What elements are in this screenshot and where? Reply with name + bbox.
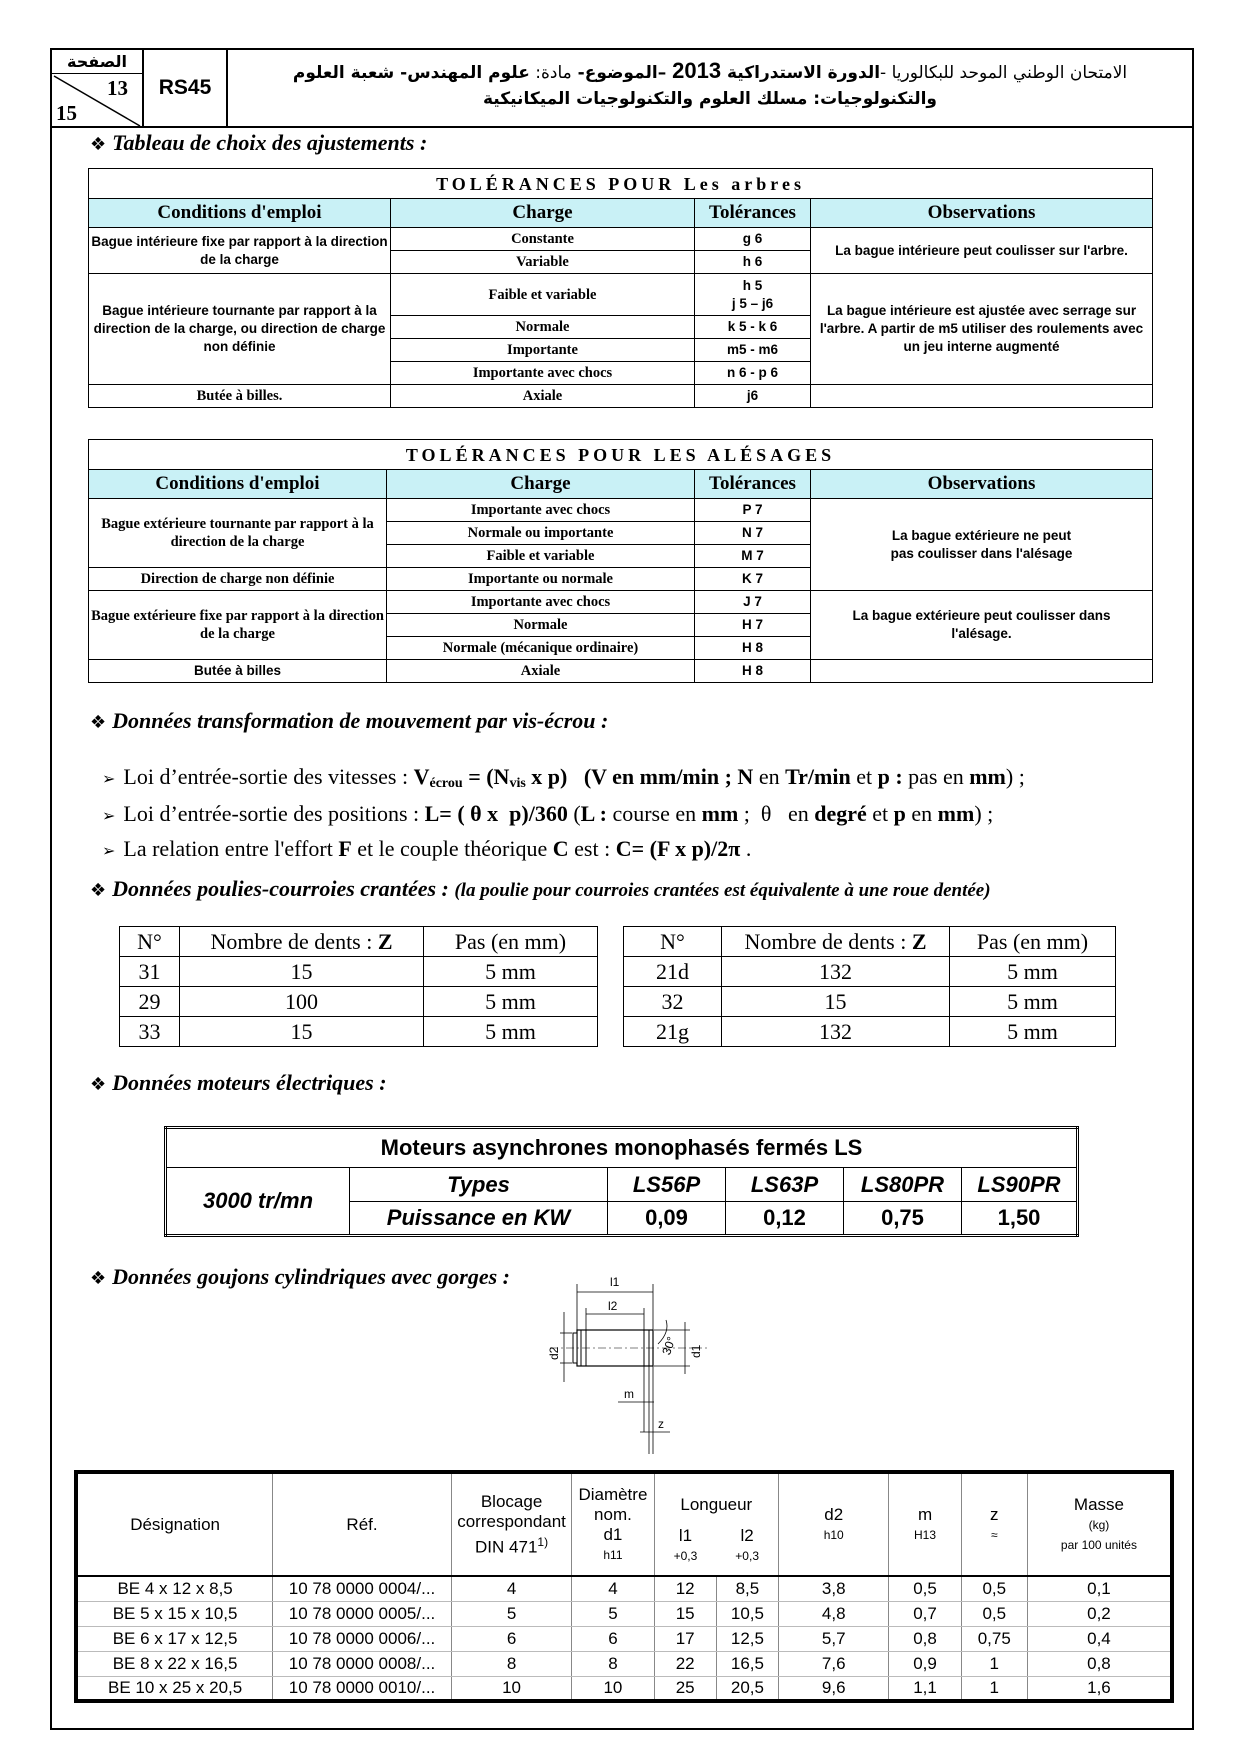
condition-cell: Bague intérieure fixe par rapport à la direction de la charge bbox=[89, 228, 391, 274]
col-header bbox=[779, 1472, 889, 1576]
rule-text: en bbox=[905, 801, 938, 826]
header-text: Nombre de dents : bbox=[744, 928, 912, 954]
cell: 29 bbox=[120, 987, 180, 1017]
cell: 5 mm bbox=[950, 987, 1116, 1017]
observation-cell: La bague intérieure peut coulisser sur l'arbre. bbox=[811, 228, 1153, 274]
condition-cell: Bague intérieure tournante par rapport à la direction de la charge, ou direction de charge non définie bbox=[89, 274, 391, 385]
goujon-drawing bbox=[530, 1272, 730, 1466]
col-header bbox=[889, 1472, 961, 1576]
rule-text: pas en bbox=[908, 764, 970, 789]
cell: 20,5 bbox=[716, 1676, 778, 1701]
col-header: Désignation bbox=[76, 1472, 273, 1576]
rule-subscript: vis bbox=[509, 776, 526, 791]
cell: 32 bbox=[624, 987, 722, 1017]
rule-text: . bbox=[740, 836, 752, 861]
section-moteurs bbox=[90, 1070, 387, 1096]
cell: 16,5 bbox=[716, 1651, 778, 1676]
table-row bbox=[76, 1601, 1172, 1626]
rule-text: La relation entre l'effort bbox=[123, 836, 339, 861]
condition-cell: Butée à billes bbox=[89, 660, 387, 683]
cell: BE 8 x 22 x 16,5 bbox=[76, 1651, 273, 1676]
label-angle: 30° bbox=[659, 1334, 679, 1357]
cell: 15 bbox=[722, 987, 950, 1017]
col-header: Conditions d'emploi bbox=[89, 470, 387, 499]
power-label: Puissance en KW bbox=[350, 1202, 608, 1236]
col-header: Charge bbox=[387, 470, 695, 499]
type-cell: LS90PR bbox=[962, 1168, 1078, 1202]
exam-code: RS45 bbox=[144, 50, 228, 126]
types-label: Types bbox=[350, 1168, 608, 1202]
cell: 5 bbox=[572, 1601, 654, 1626]
condition-cell: Butée à billes. bbox=[89, 385, 391, 408]
table-row bbox=[76, 1651, 1172, 1676]
col-header: Observations bbox=[811, 199, 1153, 228]
header-tol: +0,3 bbox=[673, 1548, 698, 1563]
exam-title-line1 bbox=[246, 58, 1174, 86]
observation-cell bbox=[811, 660, 1153, 683]
header-text: Z bbox=[911, 928, 927, 954]
rule-effort bbox=[102, 832, 1025, 867]
cell: 1,1 bbox=[889, 1676, 961, 1701]
header-line: nom. bbox=[594, 1504, 632, 1524]
rule-text: et bbox=[866, 801, 894, 826]
title-subject: –الموضوع- bbox=[571, 63, 673, 83]
power-cell: 0,75 bbox=[844, 1202, 962, 1236]
col-header: Tolérances bbox=[695, 470, 811, 499]
section-goujons bbox=[90, 1264, 510, 1290]
cell: 12 bbox=[654, 1576, 716, 1601]
rule-subscript: écrou bbox=[429, 776, 463, 791]
power-cell: 1,50 bbox=[962, 1202, 1078, 1236]
tolerance-cell: K 7 bbox=[695, 568, 811, 591]
charge-cell: Normale (mécanique ordinaire) bbox=[387, 637, 695, 660]
label-m: m bbox=[624, 1387, 634, 1401]
cell: 0,8 bbox=[889, 1626, 961, 1651]
cell: 4 bbox=[451, 1576, 571, 1601]
cell: 0,4 bbox=[1027, 1626, 1172, 1651]
label-l2: l2 bbox=[608, 1299, 618, 1313]
header-tol: par 100 unités bbox=[1060, 1537, 1137, 1552]
header-line: l2 bbox=[740, 1525, 754, 1545]
tolerance-cell: H 7 bbox=[695, 614, 811, 637]
tolerance-value: j 5 – j6 bbox=[731, 295, 774, 311]
type-cell: LS80PR bbox=[844, 1168, 962, 1202]
header-tol: h10 bbox=[823, 1527, 844, 1542]
charge-cell: Constante bbox=[391, 228, 695, 251]
rule-text: ; θ en bbox=[738, 801, 815, 826]
cell: 15 bbox=[180, 1017, 424, 1047]
speed-cell: 3000 tr/mn bbox=[166, 1168, 350, 1236]
col-header: Charge bbox=[391, 199, 695, 228]
rule-text: Tr/min bbox=[785, 764, 851, 789]
section-title: Données moteurs électriques : bbox=[112, 1070, 387, 1095]
cell: 10 78 0000 0006/... bbox=[273, 1626, 452, 1651]
table-row bbox=[624, 957, 1116, 987]
cell: 6 bbox=[451, 1626, 571, 1651]
arrow-bullet-icon: ➢ bbox=[102, 841, 116, 860]
section-title: Données poulies-courroies crantées : bbox=[112, 876, 449, 901]
page-current: 13 bbox=[107, 76, 128, 100]
table-row bbox=[120, 1017, 598, 1047]
title-filiere: علوم المهندس- شعبة العلوم bbox=[292, 63, 530, 83]
exam-title-line2 bbox=[246, 86, 1174, 112]
table-title: TOLÉRANCES POUR Les arbres bbox=[89, 169, 1153, 199]
charge-cell: Importante avec chocs bbox=[387, 591, 695, 614]
header-l2 bbox=[716, 1526, 778, 1566]
tolerance-cell bbox=[695, 274, 811, 316]
rule-positions bbox=[102, 797, 1025, 832]
cell: 100 bbox=[180, 987, 424, 1017]
diamond-bullet-icon: ❖ bbox=[90, 880, 107, 901]
rule-text: ( bbox=[567, 801, 581, 826]
tolerance-cell: h 6 bbox=[695, 251, 811, 274]
header-tol: (kg) bbox=[1088, 1517, 1110, 1532]
section-note: (la poulie pour courroies crantées est équivalente à une roue dentée) bbox=[454, 880, 991, 901]
section-vis-ecrou bbox=[90, 708, 608, 734]
tolerance-cell: P 7 bbox=[695, 499, 811, 522]
cell: 5 mm bbox=[424, 987, 598, 1017]
cell: 0,9 bbox=[889, 1651, 961, 1676]
rule-text: mm bbox=[937, 801, 975, 826]
charge-cell: Importante bbox=[391, 339, 695, 362]
col-header: Pas (en mm) bbox=[424, 927, 598, 957]
tolerance-cell: k 5 - k 6 bbox=[695, 316, 811, 339]
header-line: Diamètre bbox=[578, 1484, 648, 1504]
cell: 10 78 0000 0008/... bbox=[273, 1651, 452, 1676]
table-row bbox=[76, 1626, 1172, 1651]
cell: 0,8 bbox=[1027, 1651, 1172, 1676]
rule-text: Loi d’entrée-sortie des positions : bbox=[123, 801, 425, 826]
cell: 3,8 bbox=[779, 1576, 889, 1601]
col-header bbox=[451, 1472, 571, 1576]
cell: BE 5 x 15 x 10,5 bbox=[76, 1601, 273, 1626]
cell: 0,75 bbox=[961, 1626, 1027, 1651]
rule-vitesses bbox=[102, 760, 1025, 797]
cell: 0,5 bbox=[889, 1576, 961, 1601]
table-poulies-left bbox=[119, 926, 598, 1047]
observation-text: La bague extérieure peut coulisser dans l'alésage. bbox=[852, 608, 1111, 641]
cell: 15 bbox=[654, 1601, 716, 1626]
table-poulies-right bbox=[623, 926, 1116, 1047]
cell: 25 bbox=[654, 1676, 716, 1701]
header-line: z bbox=[990, 1504, 999, 1524]
cell: 7,6 bbox=[779, 1651, 889, 1676]
cell: 33 bbox=[120, 1017, 180, 1047]
header-line: d1 bbox=[603, 1524, 623, 1544]
diamond-bullet-icon: ❖ bbox=[90, 1074, 107, 1095]
cell: 4,8 bbox=[779, 1601, 889, 1626]
col-header bbox=[722, 927, 950, 957]
section-poulies bbox=[90, 876, 991, 902]
rule-text: mm/min ; N bbox=[639, 764, 754, 789]
label-l1: l1 bbox=[610, 1275, 620, 1289]
type-cell: LS56P bbox=[608, 1168, 726, 1202]
cell: 5,7 bbox=[779, 1626, 889, 1651]
col-header: N° bbox=[624, 927, 722, 957]
tolerance-cell: g 6 bbox=[695, 228, 811, 251]
tolerance-cell: n 6 - p 6 bbox=[695, 362, 811, 385]
title-year: 2013 bbox=[672, 58, 722, 83]
cell: 0,1 bbox=[1027, 1576, 1172, 1601]
header-l1 bbox=[655, 1526, 717, 1566]
table-moteurs bbox=[164, 1126, 1079, 1237]
col-header bbox=[961, 1472, 1027, 1576]
table-row bbox=[624, 987, 1116, 1017]
cell: 1,6 bbox=[1027, 1676, 1172, 1701]
cell: 132 bbox=[722, 957, 950, 987]
charge-cell: Normale bbox=[387, 614, 695, 637]
cell: 10,5 bbox=[716, 1601, 778, 1626]
power-cell: 0,09 bbox=[608, 1202, 726, 1236]
cell: 10 bbox=[572, 1676, 654, 1701]
table-row bbox=[120, 987, 598, 1017]
col-header: Observations bbox=[811, 470, 1153, 499]
header-line: Blocage bbox=[480, 1491, 543, 1511]
rule-text: p : bbox=[877, 764, 909, 789]
section-ajustements bbox=[90, 130, 427, 156]
rule-text: ) ; bbox=[1005, 764, 1025, 789]
cell: 12,5 bbox=[716, 1626, 778, 1651]
cell: 4 bbox=[572, 1576, 654, 1601]
condition-cell: Bague extérieure fixe par rapport à la direction de la charge bbox=[89, 591, 387, 660]
observation-cell: La bague intérieure est ajustée avec serrage sur l'arbre. A partir de m5 utiliser des roulements avec un jeu interne augmenté bbox=[811, 274, 1153, 385]
rule-text: et bbox=[850, 764, 878, 789]
header-line: m bbox=[917, 1504, 933, 1524]
tolerance-cell: H 8 bbox=[695, 637, 811, 660]
charge-cell: Importante avec chocs bbox=[387, 499, 695, 522]
cell: 8 bbox=[572, 1651, 654, 1676]
cell: 15 bbox=[180, 957, 424, 987]
charge-cell: Importante avec chocs bbox=[391, 362, 695, 385]
table-row bbox=[120, 957, 598, 987]
table-tolerances-arbres bbox=[88, 168, 1153, 408]
condition-cell: Direction de charge non définie bbox=[89, 568, 387, 591]
arrow-bullet-icon: ➢ bbox=[102, 769, 116, 788]
page-total: 15 bbox=[56, 101, 77, 125]
cell: 10 78 0000 0005/... bbox=[273, 1601, 452, 1626]
charge-cell: Normale bbox=[391, 316, 695, 339]
title-matiere: مادة: bbox=[529, 63, 572, 83]
cell: 9,6 bbox=[779, 1676, 889, 1701]
cell: 22 bbox=[654, 1651, 716, 1676]
cell: 31 bbox=[120, 957, 180, 987]
tolerance-cell: H 8 bbox=[695, 660, 811, 683]
charge-cell: Normale ou importante bbox=[387, 522, 695, 545]
col-header: Réf. bbox=[273, 1472, 452, 1576]
col-header-longueur bbox=[654, 1472, 778, 1576]
cell: 0,5 bbox=[961, 1576, 1027, 1601]
header-line: d2 bbox=[824, 1504, 844, 1524]
table-row bbox=[76, 1676, 1172, 1701]
charge-cell: Importante ou normale bbox=[387, 568, 695, 591]
cell: 132 bbox=[722, 1017, 950, 1047]
table-goujons bbox=[74, 1470, 1174, 1703]
rule-text: et le couple théorique bbox=[351, 836, 553, 861]
tolerance-cell: m5 - m6 bbox=[695, 339, 811, 362]
cell: 8,5 bbox=[716, 1576, 778, 1601]
condition-cell: Bague extérieure tournante par rapport à la direction de la charge bbox=[89, 499, 387, 568]
table-row bbox=[76, 1576, 1172, 1601]
rule-text: V bbox=[413, 764, 430, 789]
tolerance-cell: N 7 bbox=[695, 522, 811, 545]
page-label: الصفحة bbox=[52, 52, 142, 74]
rule-text: degré bbox=[814, 801, 867, 826]
col-header: Tolérances bbox=[695, 199, 811, 228]
observation-cell bbox=[811, 385, 1153, 408]
diamond-bullet-icon: ❖ bbox=[90, 712, 107, 733]
header-tol: h11 bbox=[603, 1547, 623, 1562]
charge-cell: Axiale bbox=[387, 660, 695, 683]
rule-text: = (N bbox=[462, 764, 510, 789]
rule-text: en bbox=[753, 764, 786, 789]
section-title: Tableau de choix des ajustements : bbox=[112, 130, 428, 155]
header-tol: H13 bbox=[914, 1527, 937, 1542]
title-line2-text: والتكنولوجيات: مسلك العلوم والتكنولوجيات الميكانيكية bbox=[482, 89, 937, 109]
header-line: DIN 471 bbox=[475, 1537, 538, 1557]
goujons-body bbox=[76, 1576, 1172, 1701]
cell: 17 bbox=[654, 1626, 716, 1651]
diamond-bullet-icon: ❖ bbox=[90, 1268, 107, 1289]
cell: BE 6 x 17 x 12,5 bbox=[76, 1626, 273, 1651]
header-line: correspondant bbox=[457, 1511, 566, 1531]
charge-cell: Variable bbox=[391, 251, 695, 274]
power-cell: 0,12 bbox=[726, 1202, 844, 1236]
label-z: z bbox=[658, 1417, 664, 1431]
arrow-bullet-icon: ➢ bbox=[102, 806, 116, 825]
header-note: 1) bbox=[537, 1534, 549, 1549]
cell: 1 bbox=[961, 1651, 1027, 1676]
cell: 10 bbox=[451, 1676, 571, 1701]
exam-title bbox=[228, 50, 1192, 126]
rule-text: mm bbox=[701, 801, 739, 826]
tolerance-cell: j6 bbox=[695, 385, 811, 408]
col-header bbox=[572, 1472, 654, 1576]
rule-text: est : bbox=[568, 836, 616, 861]
table-title: Moteurs asynchrones monophasés fermés LS bbox=[166, 1128, 1078, 1168]
cell: BE 10 x 25 x 20,5 bbox=[76, 1676, 273, 1701]
header-line: Masse bbox=[1073, 1494, 1124, 1514]
observation-text: La bague extérieure ne peut pas coulisser dans l'alésage bbox=[890, 527, 1073, 561]
title-part: الامتحان الوطني الموحد للبكالوريا - bbox=[880, 63, 1128, 83]
header-line: l1 bbox=[678, 1525, 693, 1545]
cell: 5 mm bbox=[424, 957, 598, 987]
cell: 0,5 bbox=[961, 1601, 1027, 1626]
header-tol: ≈ bbox=[990, 1527, 998, 1542]
tolerance-cell: M 7 bbox=[695, 545, 811, 568]
section-title: Données goujons cylindriques avec gorges : bbox=[112, 1264, 510, 1289]
table-title: TOLÉRANCES POUR LES ALÉSAGES bbox=[89, 440, 1153, 470]
rule-text: p bbox=[893, 801, 906, 826]
cell: 0,2 bbox=[1027, 1601, 1172, 1626]
rule-text: course en bbox=[612, 801, 702, 826]
rule-formula: L= ( θ x p)/360 bbox=[424, 801, 568, 826]
rule-text: C bbox=[552, 836, 569, 861]
cell: 5 mm bbox=[950, 1017, 1116, 1047]
header-tol: +0,3 bbox=[735, 1548, 759, 1563]
charge-cell: Axiale bbox=[391, 385, 695, 408]
cell: 21d bbox=[624, 957, 722, 987]
header-text: Nombre de dents : bbox=[210, 928, 378, 954]
page-number-box bbox=[52, 50, 144, 126]
rule-text: x p) bbox=[525, 764, 568, 789]
cell: 10 78 0000 0004/... bbox=[273, 1576, 452, 1601]
rule-text: L : bbox=[580, 801, 613, 826]
observation-cell bbox=[811, 499, 1153, 591]
cell: 5 mm bbox=[950, 957, 1116, 987]
label-d1: d1 bbox=[689, 1344, 703, 1358]
charge-cell: Faible et variable bbox=[391, 274, 695, 316]
cell: 10 78 0000 0010/... bbox=[273, 1676, 452, 1701]
observation-cell bbox=[811, 591, 1153, 660]
rule-text: F bbox=[338, 836, 352, 861]
rule-text: mm bbox=[969, 764, 1006, 789]
header-line: Longueur bbox=[680, 1494, 753, 1514]
rule-text: Loi d’entrée-sortie des vitesses : bbox=[123, 764, 414, 789]
tolerance-cell: J 7 bbox=[695, 591, 811, 614]
rule-text: (V en bbox=[567, 764, 640, 789]
table-row bbox=[624, 1017, 1116, 1047]
header-text: Z bbox=[377, 928, 393, 954]
cell: 0,7 bbox=[889, 1601, 961, 1626]
charge-cell: Faible et variable bbox=[387, 545, 695, 568]
cell: 8 bbox=[451, 1651, 571, 1676]
diamond-bullet-icon: ❖ bbox=[90, 134, 107, 155]
cell: 6 bbox=[572, 1626, 654, 1651]
col-header bbox=[1027, 1472, 1172, 1576]
cell: BE 4 x 12 x 8,5 bbox=[76, 1576, 273, 1601]
page-header bbox=[52, 50, 1192, 128]
rule-formula: C= (F x p)/2π bbox=[615, 836, 741, 861]
cell: 21g bbox=[624, 1017, 722, 1047]
col-header: N° bbox=[120, 927, 180, 957]
col-header: Pas (en mm) bbox=[950, 927, 1116, 957]
table-tolerances-alesages bbox=[88, 439, 1153, 683]
cell: 5 bbox=[451, 1601, 571, 1626]
col-header: Conditions d'emploi bbox=[89, 199, 391, 228]
cell: 1 bbox=[961, 1676, 1027, 1701]
section-title: Données transformation de mouvement par vis-écrou : bbox=[112, 708, 609, 733]
cell: 5 mm bbox=[424, 1017, 598, 1047]
col-header bbox=[180, 927, 424, 957]
label-d2: d2 bbox=[547, 1346, 561, 1360]
title-session: الدورة الاستدراكية bbox=[721, 63, 881, 83]
type-cell: LS63P bbox=[726, 1168, 844, 1202]
rule-text: ) ; bbox=[974, 801, 994, 826]
vis-ecrou-rules bbox=[102, 760, 1025, 867]
tolerance-value: h 5 bbox=[742, 277, 763, 293]
